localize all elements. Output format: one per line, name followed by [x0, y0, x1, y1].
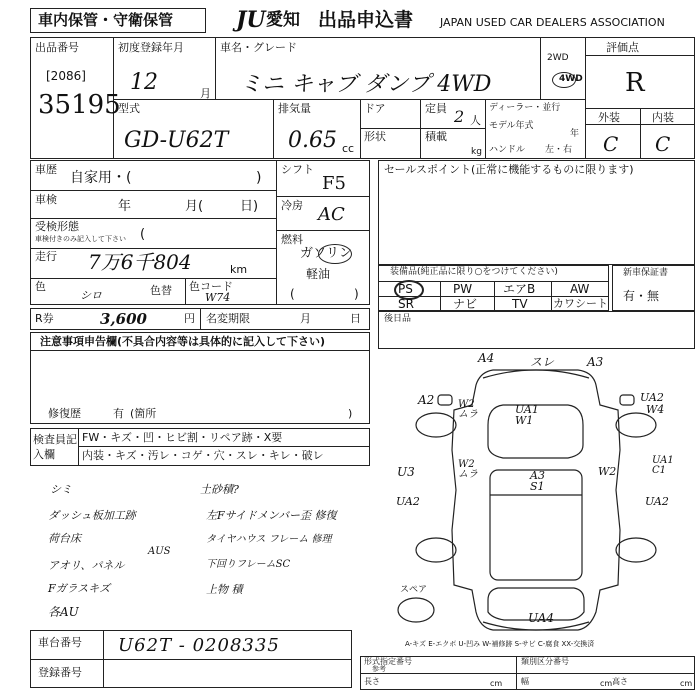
color-change-label: 色替: [150, 284, 172, 297]
cooling-label: 冷房: [281, 199, 303, 212]
fuel-value: ガソリン: [300, 246, 353, 261]
displacement-value: 0.65: [288, 128, 337, 153]
damage-legend: A-キズ E-エクボ U-凹み W-補修跡 S-サビ C-腐食 XX-交換済: [405, 640, 595, 648]
equip-navi: ナビ: [453, 297, 478, 311]
inspector-label: 検査員記入欄: [33, 433, 77, 461]
class-label: 類別区分番号: [521, 657, 569, 666]
inspection-day: 日): [240, 199, 259, 214]
reception-paren: (: [140, 227, 146, 242]
width-cm: cm: [600, 679, 613, 688]
cc-unit: cc: [342, 142, 355, 155]
note-right-3: タイヤハウス フレーム 修理: [206, 534, 332, 545]
capacity-value: 2: [454, 107, 465, 126]
name-change-day: 日: [350, 312, 361, 325]
r-label: R券: [35, 312, 54, 325]
model-value: ミニ キャブ ダンプ 4WD: [240, 72, 492, 97]
equipment-label: 装備品(純正品に限り○をつけてください): [390, 267, 558, 277]
mileage-value: 7万6千804: [88, 250, 192, 274]
rear-items-box: [378, 311, 695, 349]
interior-value: C: [655, 132, 671, 156]
dmg-left-ua2: UA2: [396, 495, 420, 508]
type-label: 型式: [118, 102, 140, 115]
first-reg-value: 12: [130, 70, 158, 95]
color-value: シロ: [80, 289, 102, 302]
dmg-left-w2: W2 ムラ: [458, 399, 478, 420]
equip-ps: PS: [398, 282, 413, 296]
handle-value: 左・右: [545, 145, 573, 155]
equip-aw: AW: [570, 282, 590, 296]
exterior-label: 外装: [598, 111, 620, 124]
dmg-right-ua1: UA1 C1: [652, 455, 674, 476]
spare-label: スペア: [400, 585, 428, 595]
form-subtitle: JAPAN USED CAR DEALERS ASSOCIATION: [440, 16, 665, 29]
km-unit: km: [230, 263, 248, 276]
dmg-right-w2: W2: [598, 465, 617, 478]
mileage-label: 走行: [35, 250, 57, 263]
fuel-label: 燃料: [281, 233, 303, 246]
persons-unit: 人: [470, 114, 481, 127]
dmg-left-w2-2: W2 ムラ: [458, 459, 478, 480]
drive-4wd: 4WD: [559, 74, 583, 84]
type-value: GD-U62T: [124, 128, 229, 153]
dmg-right-ua2: UA2: [640, 391, 664, 404]
name-change-month: 月: [300, 312, 311, 325]
yen-unit: 円: [184, 312, 195, 325]
shape-label: 形状: [364, 130, 386, 143]
width-label: 幅: [521, 677, 529, 686]
color-label: 色: [35, 280, 46, 293]
cooling-value: AC: [318, 204, 345, 225]
repair-value: 有: [113, 407, 124, 420]
form-title: 出品申込書: [318, 9, 414, 31]
form-no-label: 形式指定番号: [364, 657, 412, 666]
exterior-value: C: [603, 132, 619, 156]
note-line-4: アオリ、パネル: [48, 559, 125, 572]
first-reg-month: 月: [200, 87, 211, 100]
model-year-label: モデル年式: [489, 121, 534, 131]
door-label: ドア: [364, 102, 386, 115]
history-value: 自家用・(: [70, 170, 132, 186]
dmg-top-sure: スレ: [530, 355, 555, 369]
chassis-label: 車台番号: [38, 636, 82, 649]
model-label: 車名・グレード: [220, 41, 297, 54]
equip-airbag: エアB: [503, 282, 536, 296]
r-value: 3,600: [100, 310, 147, 328]
dmg-right-ua2-2: UA2: [645, 495, 669, 508]
lot-sub: [2086]: [46, 69, 86, 83]
reg-label: 登録番号: [38, 666, 82, 679]
note-line-5: Fガラスキズ: [48, 582, 111, 595]
handle-label: ハンドル: [489, 145, 526, 155]
name-change-label: 名変期限: [206, 312, 250, 325]
fuel-paren-close: ): [354, 287, 359, 301]
color-no-label: 色コード: [189, 280, 233, 293]
height-label: 高さ: [612, 677, 628, 686]
repair-paren: (箇所: [130, 407, 157, 420]
first-reg-label: 初度登録年月: [118, 41, 184, 54]
length-cm: cm: [490, 679, 503, 688]
rear-items-label: 後日品: [384, 314, 412, 324]
note-right-1: 土砂積?: [200, 483, 239, 496]
inspection-month: 月(: [185, 199, 204, 214]
capacity-label: 定員: [425, 102, 447, 115]
inspector-interior-line: 内装・キズ・汚レ・コゲ・穴・スレ・キレ・破レ: [82, 449, 324, 462]
history-paren: ): [256, 170, 262, 186]
note-right-2: 左Fサイドメンバー歪 修復: [206, 509, 337, 522]
inspector-fw-line: FW・キズ・凹・ヒビ割・リペア跡・X要: [82, 431, 283, 444]
note-line-6: 各AU: [48, 605, 79, 619]
dmg-left-u3: U3: [397, 465, 415, 479]
load-label: 積載: [425, 130, 447, 143]
shift-label: シフト: [281, 163, 314, 176]
dealer-label: ディーラー・並行: [489, 103, 561, 113]
length-label: 長さ: [364, 677, 380, 686]
reception-label: 受検形態: [35, 220, 79, 233]
dmg-top-a4: A4: [478, 351, 495, 365]
note-line-3: 荷台床: [48, 532, 81, 545]
ju-logo: JU: [236, 7, 266, 33]
repair-close: ): [348, 407, 353, 420]
fuel-paren: (: [290, 287, 295, 301]
warranty-value: 有・無: [623, 289, 660, 303]
storage-label: 車内保管・守衛保管: [38, 11, 174, 29]
warranty-label: 新車保証書: [623, 268, 669, 278]
lot-label: 出品番号: [35, 41, 79, 54]
displacement-label: 排気量: [278, 102, 311, 115]
inspection-year: 年: [118, 199, 132, 214]
height-cm: cm: [680, 679, 693, 688]
equip-leather: カワシート: [553, 297, 608, 310]
dmg-right-w4: W4: [646, 403, 665, 416]
sales-point-label: セールスポイント(正常に機能するものに限ります): [384, 163, 634, 176]
kg-unit: kg: [471, 147, 482, 157]
note-right-4: 下回りフレームSC: [206, 559, 291, 570]
org-name: 愛知: [266, 10, 300, 30]
note-aus: AUS: [148, 546, 171, 557]
form-no-ref: 参考: [372, 665, 386, 673]
fuel-diesel: 軽油: [306, 267, 331, 281]
chassis-value: U62T - 0208335: [118, 635, 280, 656]
interior-label: 内装: [652, 111, 674, 124]
equip-sr: SR: [398, 297, 414, 311]
equip-pw: PW: [453, 282, 473, 296]
declaration-label: 注意事項申告欄(不具合内容等は具体的に記入して下さい): [40, 335, 326, 348]
history-label: 車歴: [35, 163, 57, 176]
year-unit: 年: [570, 129, 580, 139]
dmg-bottom-ua4: UA4: [528, 611, 555, 625]
fuel-circle: [318, 244, 352, 264]
dmg-top-a3: A3: [587, 355, 604, 369]
lot-number: 35195: [38, 90, 121, 120]
score-value: R: [625, 68, 645, 98]
note-right-5: 上物 積: [206, 583, 243, 596]
dmg-center-a3: A3 S1: [530, 469, 545, 493]
dmg-center-ua1: UA1 W1: [515, 403, 539, 427]
shift-value: F5: [322, 173, 346, 194]
inspection-label: 車検: [35, 193, 57, 206]
drive-2wd: 2WD: [547, 53, 569, 63]
note-line-2: ダッシュ板加工跡: [48, 509, 136, 522]
note-line-1: シミ: [50, 483, 72, 496]
equip-tv: TV: [512, 297, 528, 311]
score-label: 評価点: [606, 41, 639, 54]
reception-note: 車検付きのみ記入して下さい: [35, 235, 126, 243]
dmg-left-a2: A2: [418, 393, 435, 407]
repair-label: 修復歴: [48, 407, 81, 420]
color-no-value: W74: [205, 291, 231, 304]
